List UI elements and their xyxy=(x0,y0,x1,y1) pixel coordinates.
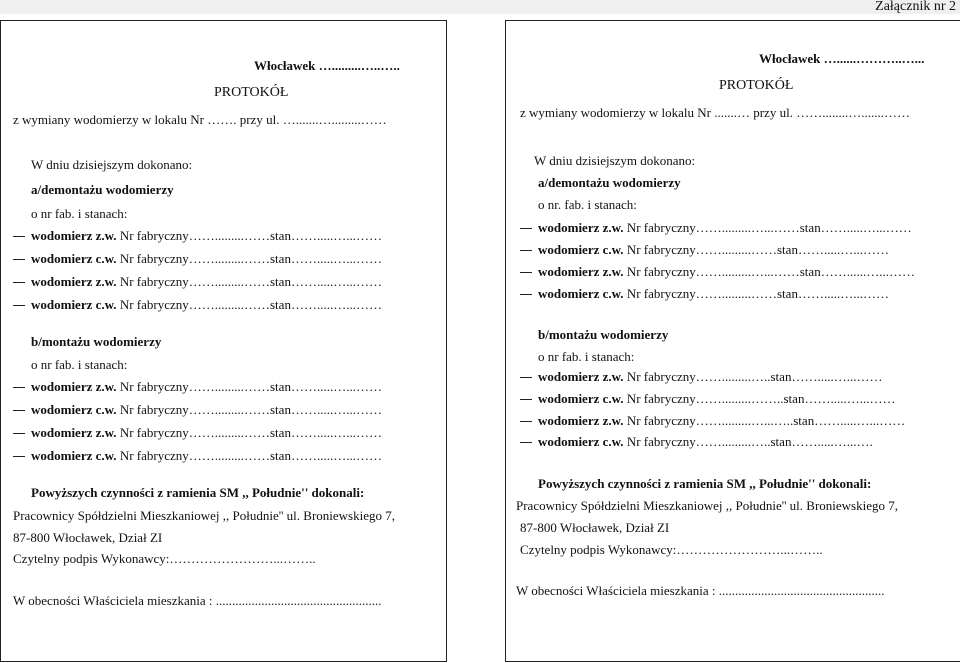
row-dash xyxy=(13,456,25,457)
dismantle-heading: a/demontażu wodomierzy xyxy=(31,182,174,197)
row-dash xyxy=(13,236,25,237)
intro-text: W dniu dzisiejszym dokonano: xyxy=(534,153,696,168)
intro-text: W dniu dzisiejszym dokonano: xyxy=(31,157,193,172)
signature-line: Czytelny podpis Wykonawcy:……………………...…….. xyxy=(13,551,316,566)
meter-row: wodomierz c.w. Nr fabryczny…….........……stan…….....…...…… xyxy=(31,297,382,312)
meter-row: wodomierz z.w. Nr fabryczny…….........……stan…….....…...…… xyxy=(31,425,382,440)
row-dash xyxy=(13,387,25,388)
row-dash xyxy=(520,421,532,422)
meter-row: wodomierz z.w. Nr fabryczny…….........……stan…….....…...…… xyxy=(31,228,382,243)
install-subheading: o nr fab. i stanach: xyxy=(31,357,128,372)
install-heading: b/montażu wodomierzy xyxy=(31,334,162,349)
row-dash xyxy=(520,442,532,443)
row-dash xyxy=(13,259,25,260)
meter-row: wodomierz z.w. Nr fabryczny…….........……stan…….....…...…… xyxy=(31,379,382,394)
workers-line: Pracownicy Spółdzielni Mieszkaniowej ,, Południe'' ul. Broniewskiego 7, xyxy=(13,508,395,523)
attachment-label: Załącznik nr 2 xyxy=(875,0,956,14)
row-dash xyxy=(13,410,25,411)
row-dash xyxy=(520,228,532,229)
meter-row: wodomierz z.w. Nr fabryczny…….........…...…..stan…….....…...…… xyxy=(538,413,906,428)
dismantle-heading: a/demontażu wodomierzy xyxy=(538,175,681,190)
workers-line: Pracownicy Spółdzielni Mieszkaniowej ,, Południe'' ul. Broniewskiego 7, xyxy=(516,498,898,513)
owner-presence-line: W obecności Właściciela mieszkania : ................................................... xyxy=(516,583,885,598)
workers-address: 87-800 Włocławek, Dział ZI xyxy=(520,520,670,535)
workers-address: 87-800 Włocławek, Dział ZI xyxy=(13,530,163,545)
dismantle-subheading: o nr. fab. i stanach: xyxy=(538,197,637,212)
install-subheading: o nr fab. i stanach: xyxy=(538,349,635,364)
owner-presence-line: W obecności Właściciela mieszkania : ................................................... xyxy=(13,593,382,608)
city-date-line: Włocławek ….........…..….. xyxy=(254,58,400,73)
meter-row: wodomierz z.w. Nr fabryczny…….........…...……stan…….....…...…… xyxy=(538,220,912,235)
protocol-title: PROTOKÓŁ xyxy=(719,78,794,93)
performed-by-text: Powyższych czynności z ramienia SM ,, Południe'' dokonali: xyxy=(538,476,872,491)
row-dash xyxy=(13,282,25,283)
row-dash xyxy=(520,272,532,273)
row-dash xyxy=(520,294,532,295)
meter-row: wodomierz c.w. Nr fabryczny…….........……..stan…….....…...…… xyxy=(538,391,896,406)
meter-row: wodomierz c.w. Nr fabryczny…….........…..stan…….....…...…. xyxy=(538,434,873,449)
protocol-form-left xyxy=(0,20,447,662)
install-heading: b/montażu wodomierzy xyxy=(538,327,669,342)
meter-row: wodomierz z.w. Nr fabryczny…….........…..stan…….....…...…… xyxy=(538,369,883,384)
performed-by-text: Powyższych czynności z ramienia SM ,, Południe'' dokonali: xyxy=(31,485,365,500)
meter-row: wodomierz c.w. Nr fabryczny…….........……stan…….....…...…… xyxy=(31,448,382,463)
row-dash xyxy=(520,250,532,251)
meter-row: wodomierz z.w. Nr fabryczny…….........…...……stan……......…...…… xyxy=(538,264,915,279)
protocol-subtitle: z wymiany wodomierzy w lokalu Nr .......… przy ul. ……........….......…… xyxy=(520,105,910,120)
meter-row: wodomierz c.w. Nr fabryczny…….........……stan…….....…...…… xyxy=(538,286,889,301)
row-dash xyxy=(520,399,532,400)
meter-row: wodomierz c.w. Nr fabryczny…….........……stan…….....…...…… xyxy=(31,402,382,417)
page-header-band xyxy=(0,0,960,14)
city-date-line: Włocławek …......………..…... xyxy=(759,51,925,66)
row-dash xyxy=(520,377,532,378)
protocol-subtitle: z wymiany wodomierzy w lokalu Nr ……. przy ul. ….......….........…… xyxy=(13,112,387,127)
protocol-form-right xyxy=(505,20,960,662)
protocol-title: PROTOKÓŁ xyxy=(214,85,289,100)
dismantle-subheading: o nr fab. i stanach: xyxy=(31,206,128,221)
meter-row: wodomierz c.w. Nr fabryczny…….........……stan…….....…...…… xyxy=(538,242,889,257)
row-dash xyxy=(13,305,25,306)
row-dash xyxy=(13,433,25,434)
meter-row: wodomierz z.w. Nr fabryczny…….........……stan…….....…...…… xyxy=(31,274,382,289)
signature-line: Czytelny podpis Wykonawcy:……………………...…….. xyxy=(520,542,823,557)
meter-row: wodomierz c.w. Nr fabryczny…….........……stan…….....…...…… xyxy=(31,251,382,266)
